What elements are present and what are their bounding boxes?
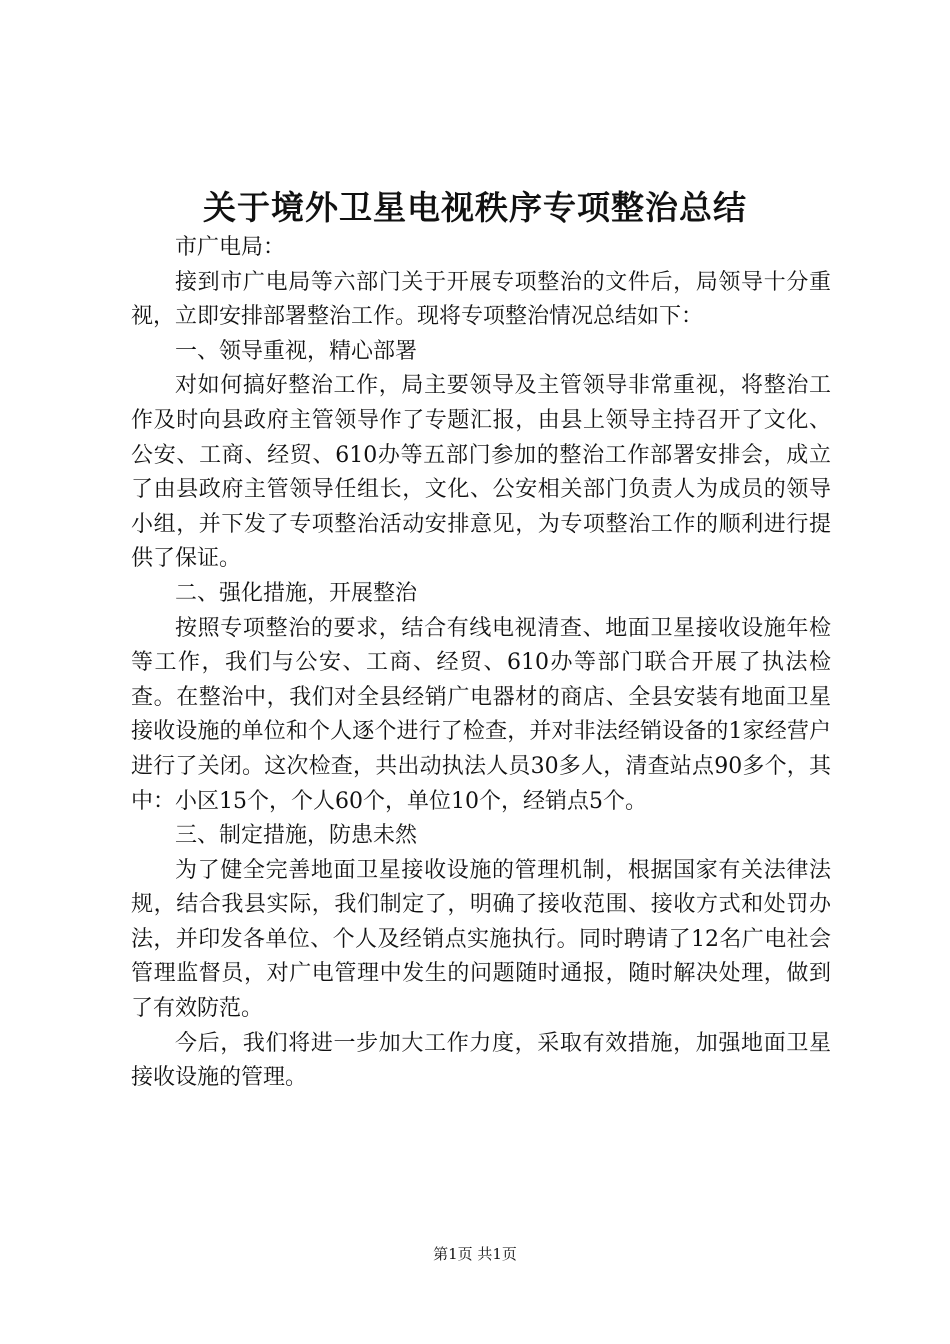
section-heading-1: 一、领导重视，精心部署 <box>175 338 418 364</box>
section-heading-3: 三、制定措施，防患未然 <box>175 823 418 849</box>
section-2-paragraph: 按照专项整治的要求，结合有线电视清查、地面卫星接收设施年检等工作，我们与公安、工商、经贸、610办等部门联合开展了执法检查。在整治中，我们对全县经销广电器材的商店、全县安装有地面卫星接收设施的单位和个人逐个进行了检查，并对非法经销设备的1家经营户进行了关闭。这次检查，共出动执法人员30多人，清查站点90多个，其中：小区15个，个人60个，单位10个，经销点5个。 <box>131 615 831 814</box>
section-heading-2: 二、强化措施，开展整治 <box>175 580 418 606</box>
salutation: 市广电局： <box>175 235 286 260</box>
section-1-paragraph: 对如何搞好整治工作，局主要领导及主管领导非常重视，将整治工作及时向县政府主管领导作了专题汇报，由县上领导主持召开了文化、公安、工商、经贸、610办等五部门参加的整治工作部署安排会，成立了由县政府主管领导任组长，文化、公安相关部门负责人为成员的领导小组，并下发了专项整治活动安排意见，为专项整治工作的顺利进行提供了保证。 <box>131 373 831 572</box>
intro-paragraph: 接到市广电局等六部门关于开展专项整治的文件后，局领导十分重视，立即安排部署整治工作。现将专项整治情况总结如下： <box>131 269 831 330</box>
section-3-paragraph: 为了健全完善地面卫星接收设施的管理机制，根据国家有关法律法规，结合我县实际，我们制定了，明确了接收范围、接收方式和处罚办法，并印发各单位、个人及经销点实施执行。同时聘请了12名广电社会管理监督员，对广电管理中发生的问题随时通报，随时解决处理，做到了有效防范。 <box>131 857 831 1022</box>
document-title: 关于境外卫星电视秩序专项整治总结 <box>203 188 747 227</box>
closing-paragraph: 今后，我们将进一步加大工作力度，采取有效措施，加强地面卫星接收设施的管理。 <box>131 1030 831 1091</box>
document-body <box>131 231 831 1096</box>
page-footer: 第1页 共1页 <box>433 1245 517 1263</box>
